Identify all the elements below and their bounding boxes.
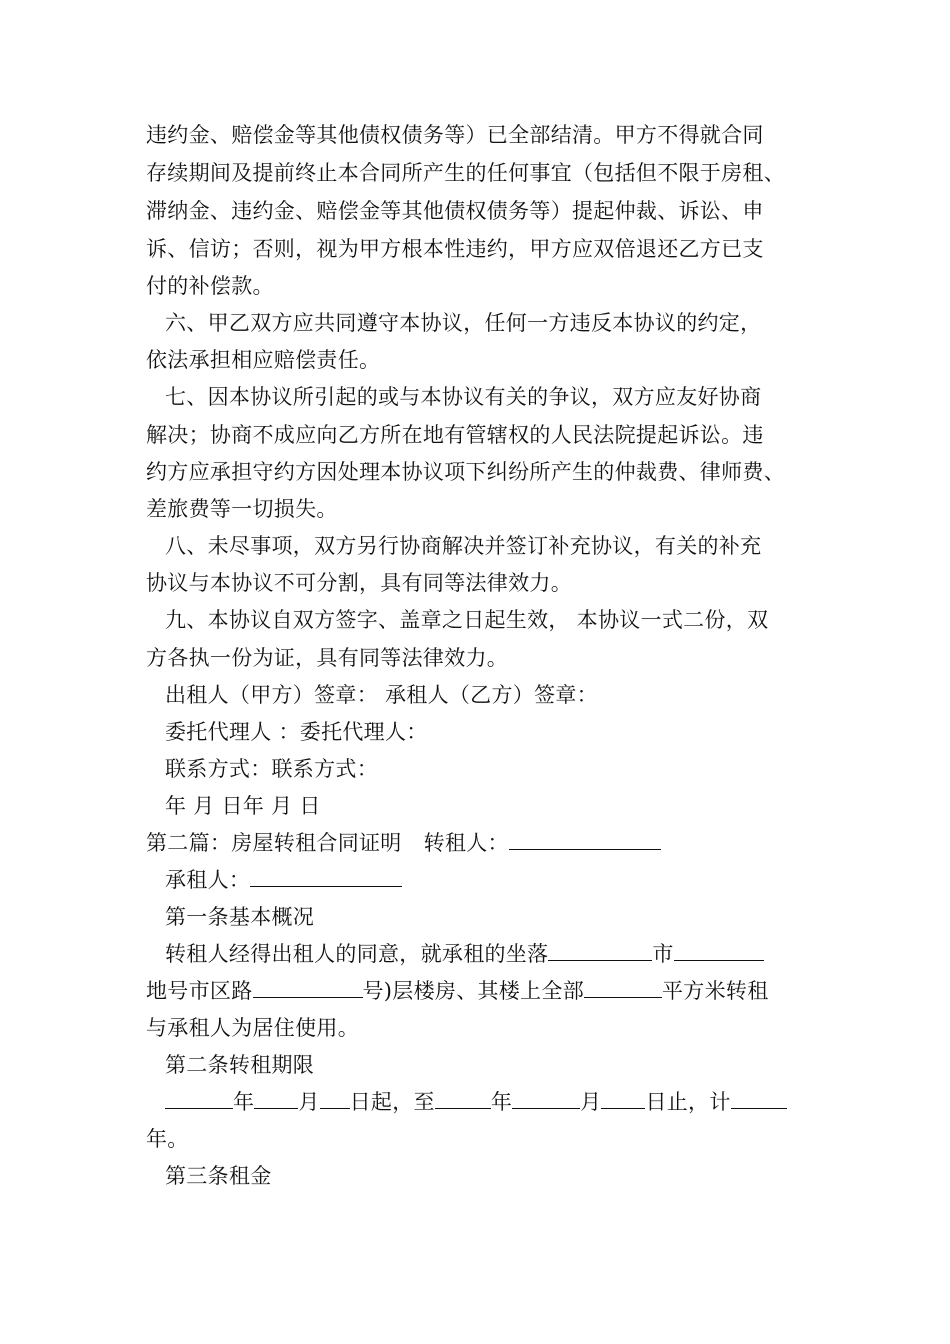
text-line: 存续期间及提前终止本合同所产生的任何事宜（包括但不限于房租、 (146, 161, 785, 185)
agent-line: 委托代理人 ：委托代理人： (165, 720, 428, 744)
sublessor-blank (509, 831, 661, 850)
end-year-blank (435, 1090, 491, 1109)
text-line: 滞纳金、违约金、赔偿金等其他债权债务等）提起仲裁、诉讼、申 (146, 199, 764, 223)
article-two-heading: 第二条转租期限 (165, 1053, 315, 1077)
article-one-line: 与承租人为居住使用。 (146, 1016, 359, 1040)
clause-nine: 九、本协议自双方签字、盖章之日起生效， 本协议一式二份，双 (165, 608, 769, 632)
city-blank (674, 942, 764, 961)
start-month-blank (254, 1090, 298, 1109)
part2-title-line (146, 825, 661, 862)
text-segment: 日起，至 (349, 1090, 435, 1114)
text-segment: 年 (233, 1090, 255, 1114)
lessee-blank (250, 868, 402, 887)
text-line: 解决；协商不成应向乙方所在地有管辖权的人民法院提起诉讼。违 (146, 423, 764, 447)
text-line: 依法承担相应赔偿责任。 (146, 348, 381, 372)
text-segment: 日止，计 (645, 1090, 731, 1114)
lessee-line (165, 862, 402, 899)
signature-line: 出租人（甲方）签章： 承租人（乙方）签章： (165, 683, 598, 707)
article-one-heading: 第一条基本概况 (165, 905, 315, 929)
article-one-line (146, 973, 769, 1010)
text-line: 诉、信访；否则，视为甲方根本性违约，甲方应双倍退还乙方已支 (146, 237, 764, 261)
end-day-blank (601, 1090, 645, 1109)
start-year-blank (165, 1090, 233, 1109)
total-years-blank (731, 1090, 787, 1109)
road-blank (253, 979, 363, 998)
contact-line: 联系方式：联系方式： (165, 757, 378, 781)
text-line: 协议与本协议不可分割，具有同等法律效力。 (146, 571, 572, 595)
text-segment: 月 (298, 1090, 320, 1114)
lessee-label: 承租人： (165, 868, 251, 892)
sublessor-label: 转租人： (423, 831, 509, 855)
location-blank (548, 942, 652, 961)
text-segment: 号)层楼房、其楼上全部 (362, 979, 584, 1003)
start-day-blank (320, 1090, 350, 1109)
article-three-heading: 第三条租金 (165, 1164, 272, 1188)
term-end-line: 年。 (146, 1127, 189, 1151)
area-blank (584, 979, 662, 998)
text-line: 付的补偿款。 (146, 274, 274, 298)
text-line: 违约金、赔偿金等其他债权债务等）已全部结清。甲方不得就合同 (146, 123, 764, 147)
article-one-line (165, 936, 764, 973)
text-segment: 转租人经得出租人的同意，就承租的坐落 (165, 942, 549, 966)
text-segment: 月 (580, 1090, 602, 1114)
clause-eight: 八、未尽事项，双方另行协商解决并签订补充协议，有关的补充 (165, 534, 762, 558)
text-segment: 平方米转租 (662, 979, 769, 1003)
clause-seven: 七、因本协议所引起的或与本协议有关的争议，双方应友好协商 (165, 385, 762, 409)
term-line (165, 1084, 787, 1121)
text-line: 约方应承担守约方因处理本协议项下纠纷所产生的仲裁费、律师费、 (146, 460, 785, 484)
date-line: 年 月 日年 月 日 (165, 794, 321, 818)
text-line: 差旅费等一切损失。 (146, 497, 338, 521)
end-month-blank (512, 1090, 580, 1109)
clause-six: 六、甲乙双方应共同遵守本协议，任何一方违反本协议的约定， (165, 311, 762, 335)
text-segment: 年 (490, 1090, 513, 1114)
text-line: 方各执一份为证，具有同等法律效力。 (146, 646, 509, 670)
text-segment: 市 (652, 942, 674, 966)
part2-title: 第二篇：房屋转租合同证明 (146, 831, 402, 855)
text-segment: 地号市区路 (146, 979, 253, 1003)
